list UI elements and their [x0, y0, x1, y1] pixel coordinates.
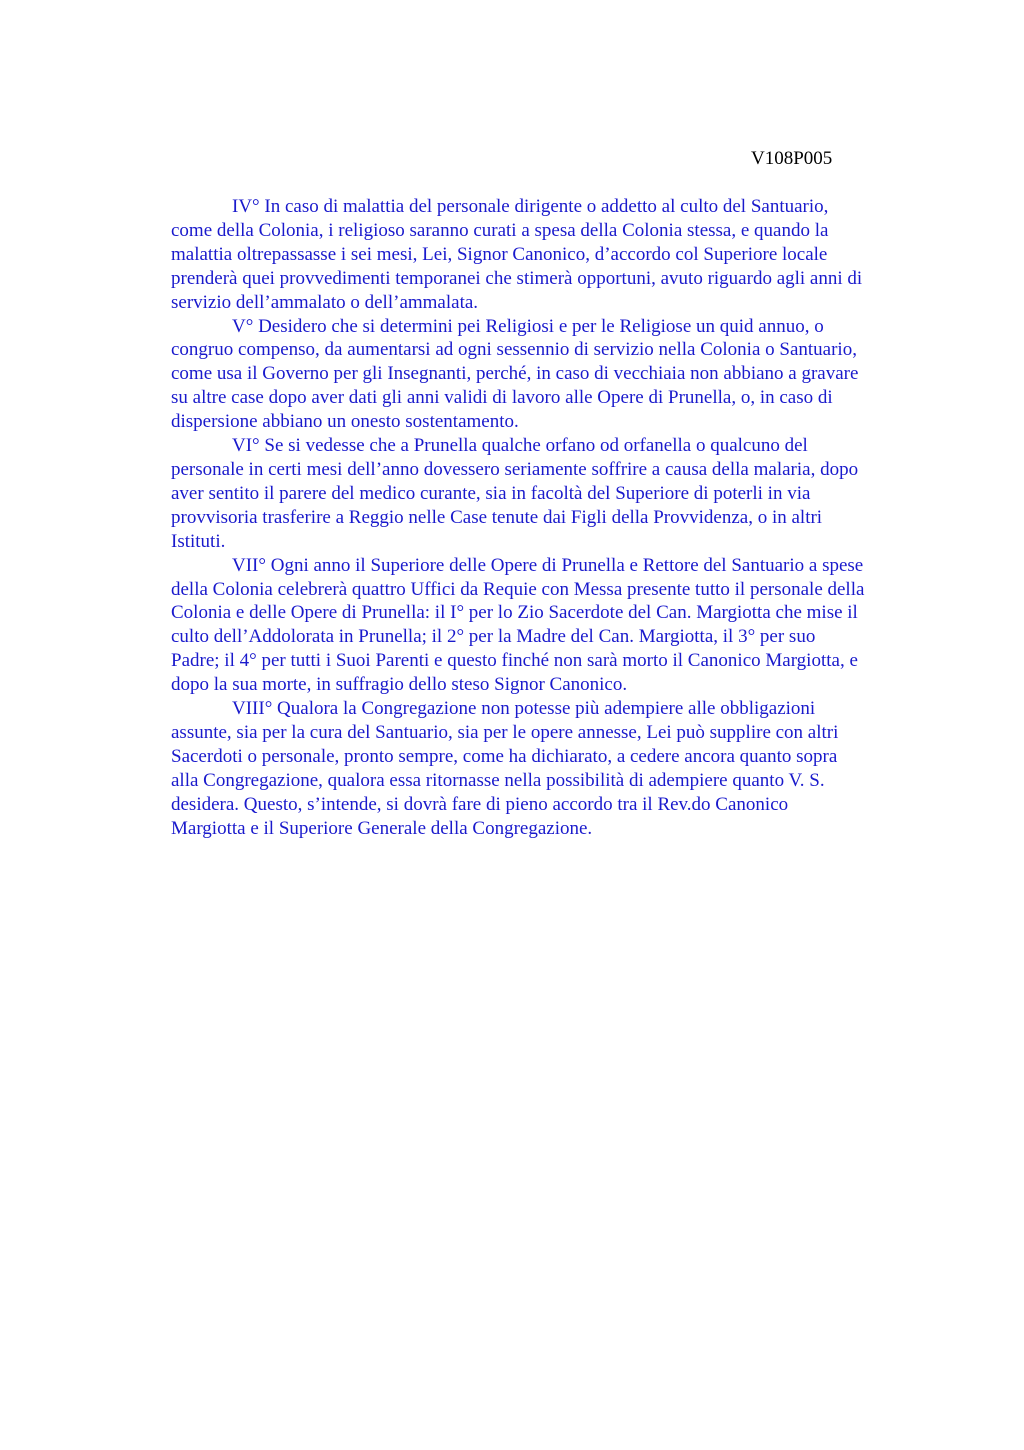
text-line: come della Colonia, i religioso saranno curati a spesa della Colonia stessa, e quando la [171, 219, 829, 241]
text-line: prenderà quei provvedimenti temporanei che stimerà opportuni, avuto riguardo agli anni di [171, 267, 863, 289]
text-line: V° Desidero che si determini pei Religiosi e per le Religiose un quid annuo, o [232, 315, 824, 337]
text-line: dispersione abbiano un onesto sostentamento. [171, 411, 519, 433]
text-line: Colonia e delle Opere di Prunella: il I° per lo Zio Sacerdote del Can. Margiotta che mise il [171, 602, 858, 624]
text-line: aver sentito il parere del medico curante, sia in facoltà del Superiore di poterli in via [171, 482, 811, 504]
text-line: culto dell’Addolorata in Prunella; il 2° per la Madre del Can. Margiotta, il 3° per suo [171, 626, 816, 648]
paragraph [171, 434, 931, 554]
text-line: Sacerdoti o personale, pronto sempre, come ha dichiarato, a cedere ancora quanto sopra [171, 745, 838, 767]
text-line: su altre case dopo aver dati gli anni validi di lavoro alle Opere di Prunella, o, in caso di [171, 387, 833, 409]
text-line: servizio dell’ammalato o dell’ammalata. [171, 291, 479, 313]
text-line: VIII° Qualora la Congregazione non potesse più adempiere alle obbligazioni [232, 698, 816, 720]
text-line: desidera. Questo, s’intende, si dovrà fare di pieno accordo tra il Rev.do Canonico [171, 793, 789, 815]
paragraph [171, 195, 931, 315]
text-line: Margiotta e il Superiore Generale della Congregazione. [171, 817, 593, 839]
text-line: dopo la sua morte, in suffragio dello steso Signor Canonico. [171, 674, 628, 696]
text-line: assunte, sia per la cura del Santuario, sia per le opere annesse, Lei può supplire con altri [171, 721, 839, 743]
text-line: come usa il Governo per gli Insegnanti, perché, in caso di vecchiaia non abbiano a gravare [171, 363, 859, 385]
text-line: VI° Se si vedesse che a Prunella qualche orfano od orfanella o qualcuno del [232, 435, 808, 457]
text-line: IV° In caso di malattia del personale dirigente o addetto al culto del Santuario, [232, 196, 829, 217]
document-body [171, 195, 931, 840]
text-line: Istituti. [171, 530, 226, 552]
text-line: VII° Ogni anno il Superiore delle Opere di Prunella e Rettore del Santuario a spese [232, 554, 864, 576]
paragraph [171, 697, 931, 840]
text-line: congruo compenso, da aumentarsi ad ogni sessennio di servizio nella Colonia o Santuario, [171, 339, 857, 361]
paragraph [171, 554, 931, 697]
text-line: malattia oltrepassasse i sei mesi, Lei, Signor Canonico, d’accordo col Superiore locale [171, 243, 828, 265]
paragraph [171, 315, 931, 435]
text-line: della Colonia celebrerà quattro Uffici da Requie con Messa presente tutto il personale della [171, 578, 865, 600]
document-code: V108P005 [751, 148, 833, 169]
text-line: provvisoria trasferire a Reggio nelle Case tenute dai Figli della Provvidenza, o in altri [171, 506, 823, 528]
text-line: Padre; il 4° per tutti i Suoi Parenti e questo finché non sarà morto il Canonico Margiotta, e [171, 650, 858, 672]
text-line: personale in certi mesi dell’anno dovessero seriamente soffrire a causa della malaria, dopo [171, 458, 859, 480]
text-line: alla Congregazione, qualora essa ritornasse nella possibilità di adempiere quanto V. S. [171, 769, 825, 791]
